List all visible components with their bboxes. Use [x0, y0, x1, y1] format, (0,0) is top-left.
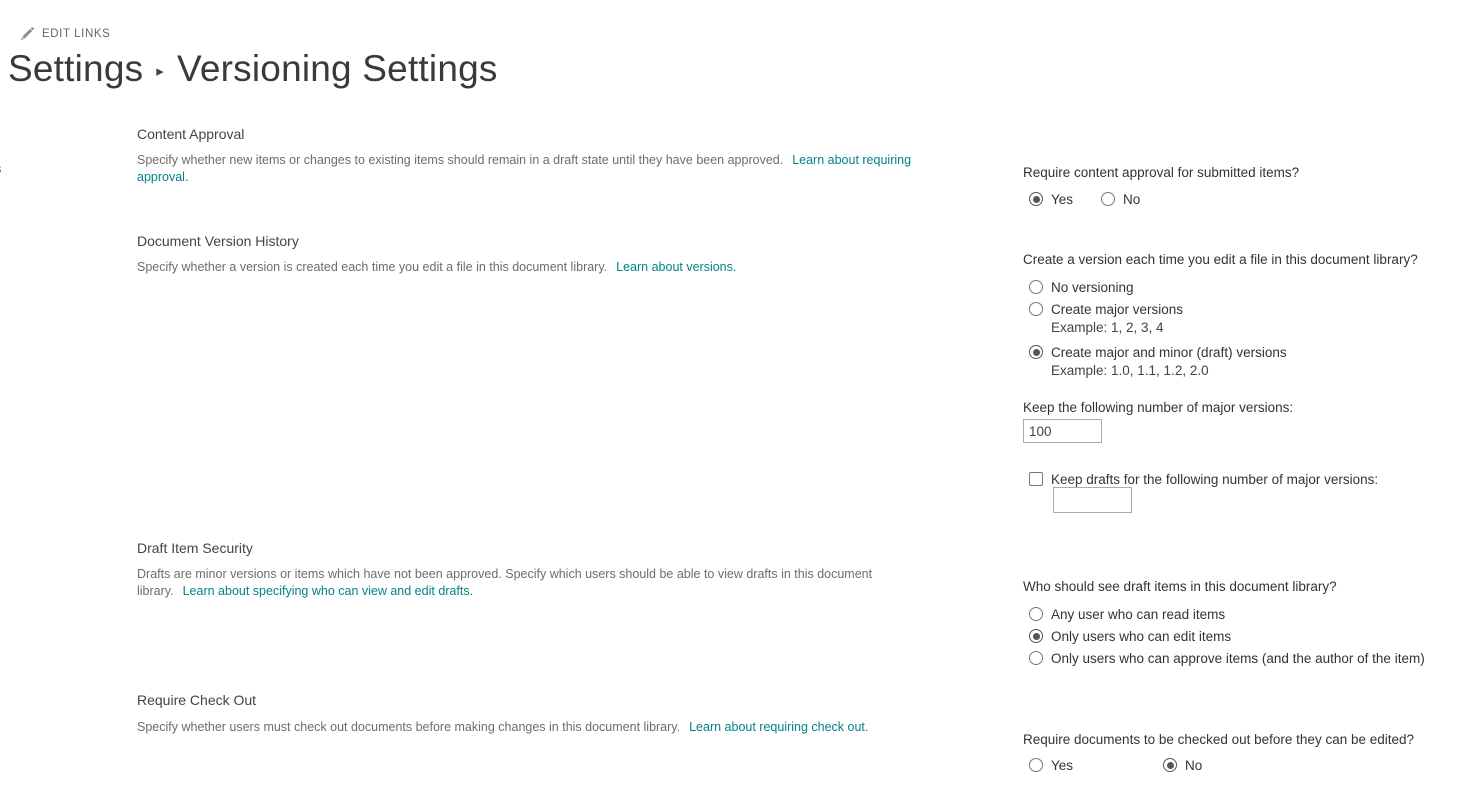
radio-icon[interactable]	[1163, 758, 1177, 772]
question-draft-security: Who should see draft items in this document library?	[1023, 579, 1337, 594]
section-desc-content-approval: Specify whether new items or changes to existing items should remain in a draft state until they have been approved. Learn about requiring approval.	[137, 153, 912, 184]
radio-checkout-no[interactable]: No	[1163, 754, 1202, 776]
radio-major-minor-versions[interactable]: Create major and minor (draft) versions	[1023, 341, 1473, 363]
learn-checkout-link[interactable]: Learn about requiring check out.	[689, 720, 869, 734]
keep-major-label: Keep the following number of major versions:	[1023, 400, 1294, 415]
radio-icon[interactable]	[1029, 629, 1043, 643]
breadcrumb-root: Settings	[8, 48, 144, 89]
breadcrumb-page: Versioning Settings	[177, 48, 498, 89]
left-nav-text-fragment	[0, 161, 2, 176]
radio-only-approvers[interactable]: Only users who can approve items (and the author of the item)	[1023, 647, 1473, 669]
question-require-checkout: Require documents to be checked out before they can be edited?	[1023, 732, 1415, 747]
example-major-versions: Example: 1, 2, 3, 4	[1051, 320, 1164, 335]
radio-icon[interactable]	[1029, 607, 1043, 621]
radio-icon[interactable]	[1029, 192, 1043, 206]
section-heading-version-history: Document Version History	[137, 233, 299, 249]
radio-icon[interactable]	[1029, 302, 1043, 316]
learn-drafts-link[interactable]: Learn about specifying who can view and edit drafts.	[182, 584, 474, 598]
radio-checkout-yes[interactable]: Yes	[1029, 754, 1073, 776]
radio-icon[interactable]	[1029, 345, 1043, 359]
radio-major-versions[interactable]: Create major versions	[1023, 298, 1473, 320]
radio-icon[interactable]	[1029, 280, 1043, 294]
pencil-icon	[20, 26, 35, 41]
section-desc-require-checkout: Specify whether users must check out documents before making changes in this document library. Learn about requiring check out.	[137, 720, 869, 734]
radio-no-versioning[interactable]: No versioning	[1023, 276, 1473, 298]
breadcrumb-separator-icon: ▸	[156, 63, 165, 80]
edit-links-label: EDIT LINKS	[42, 27, 111, 40]
keep-drafts-label: Keep drafts for the following number of major versions:	[1051, 471, 1379, 487]
keep-drafts-input[interactable]	[1053, 487, 1132, 513]
page-title	[8, 48, 498, 90]
radio-icon[interactable]	[1029, 651, 1043, 665]
question-versioning: Create a version each time you edit a file in this document library?	[1023, 252, 1418, 267]
radio-icon[interactable]	[1029, 758, 1043, 772]
keep-major-input[interactable]	[1023, 419, 1102, 443]
radio-any-reader[interactable]: Any user who can read items	[1023, 603, 1473, 625]
section-desc-draft-security: Drafts are minor versions or items which have not been approved. Specify which users should be able to view drafts in this document library. Learn about specifying who can view and edit drafts.	[137, 567, 873, 598]
learn-approval-link[interactable]: Learn about requiring approval.	[137, 153, 912, 184]
section-heading-content-approval: Content Approval	[137, 126, 245, 142]
radio-only-editors[interactable]: Only users who can edit items	[1023, 625, 1473, 647]
section-heading-draft-security: Draft Item Security	[137, 540, 253, 556]
edit-links-button[interactable]	[20, 26, 110, 41]
radio-approval-yes[interactable]: Yes	[1029, 188, 1073, 210]
learn-versions-link[interactable]: Learn about versions.	[616, 260, 737, 274]
example-major-minor-versions: Example: 1.0, 1.1, 1.2, 2.0	[1051, 363, 1209, 378]
radio-icon[interactable]	[1101, 192, 1115, 206]
checkbox-icon[interactable]	[1029, 472, 1043, 486]
radio-approval-no[interactable]: No	[1101, 188, 1140, 210]
question-content-approval: Require content approval for submitted items?	[1023, 165, 1300, 180]
section-desc-version-history: Specify whether a version is created each time you edit a file in this document library. Learn about versions.	[137, 260, 737, 274]
section-heading-require-checkout: Require Check Out	[137, 692, 257, 708]
